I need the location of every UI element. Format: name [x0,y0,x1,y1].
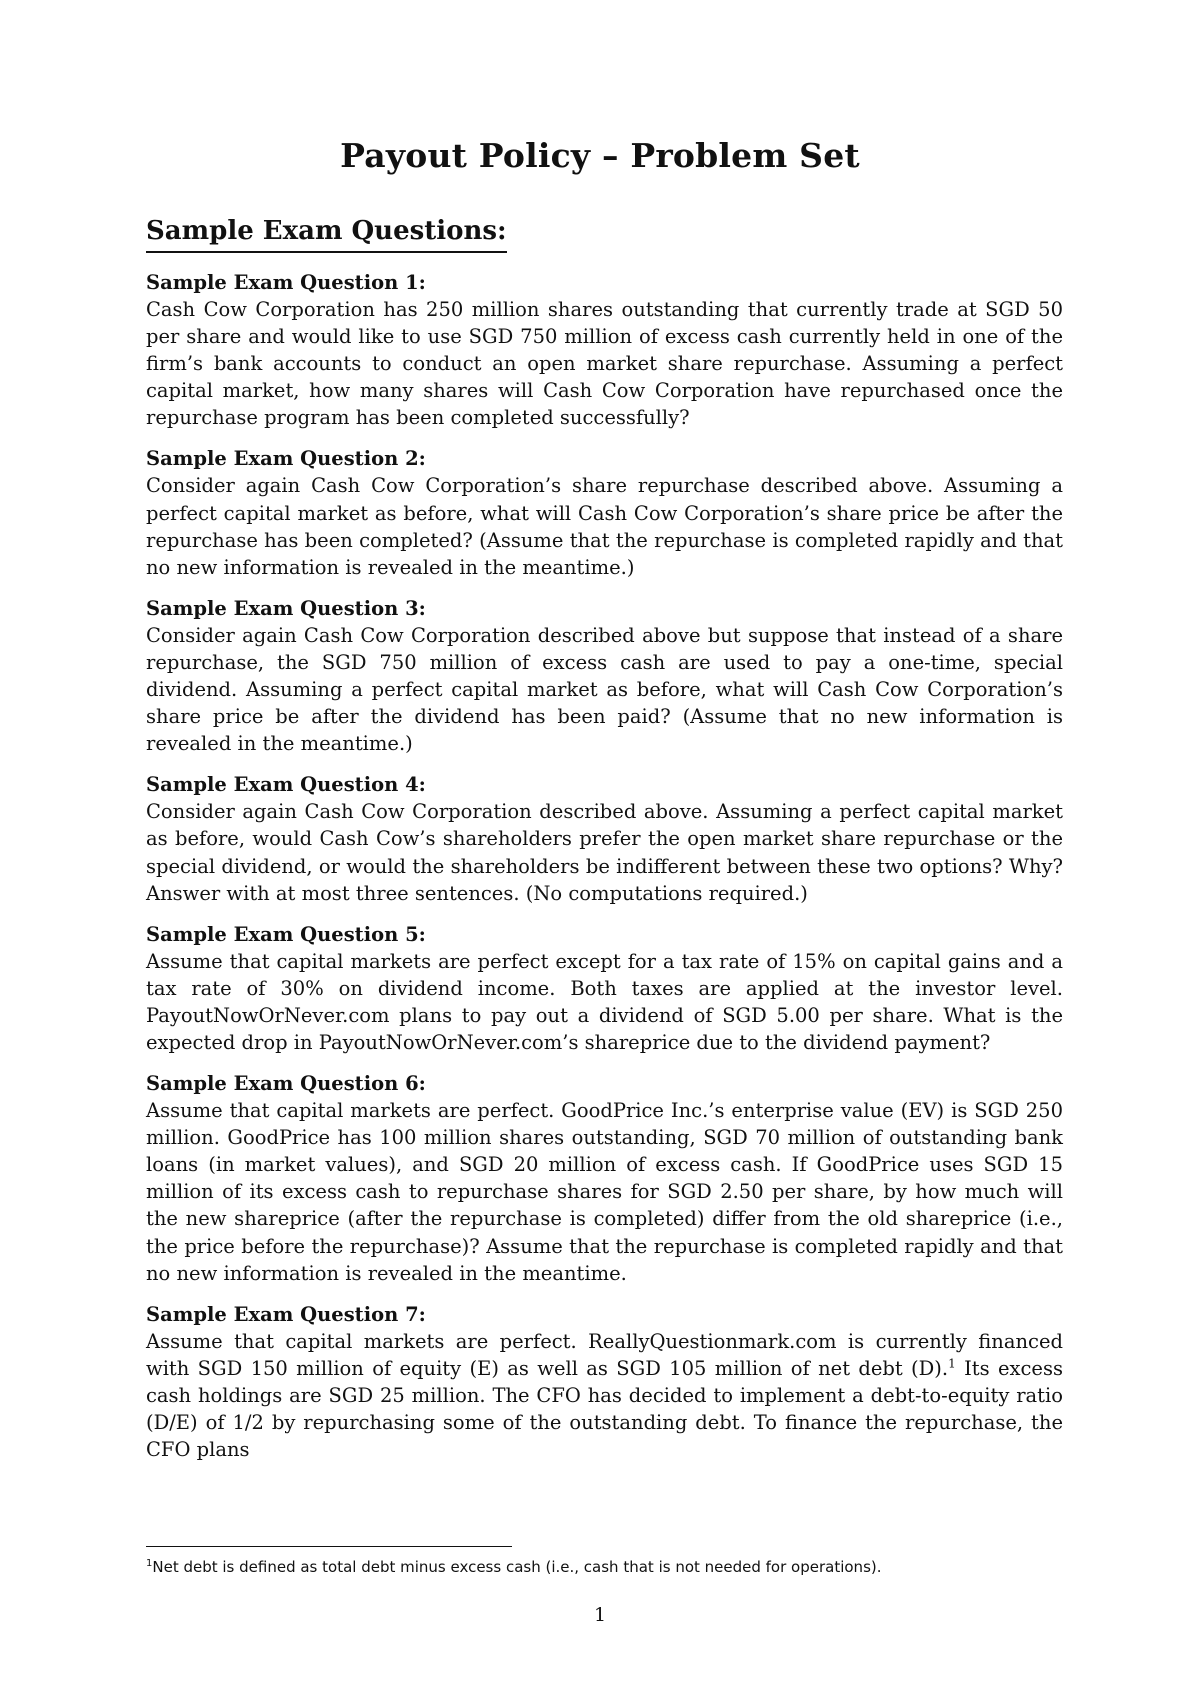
question-text [146,1328,1063,1463]
footnote [146,1554,1066,1577]
section-heading: Sample Exam Questions: [146,214,507,253]
question-text: Consider again Cash Cow Corporation described above but suppose that instead of a share repurchase, the SGD 750 million of excess cash are used to pay a one-time, special dividend. Assuming a perfect capital market as before, what will Cash Cow Corporation’s share price be after the dividend has been paid? (Assume that no new information is revealed in the meantime.) [146,623,1063,756]
question-heading: Sample Exam Question 3: [146,596,426,620]
question-block [146,1301,1063,1463]
page-number: 1 [593,1604,607,1626]
question-list [146,269,1063,1477]
question-text: Consider again Cash Cow Corporation described above. Assuming a perfect capital market as before, would Cash Cow’s shareholders prefer the open market share repurchase or the special dividend, or would the shareholders be indifferent between these two options? Why? Answer with at most three sentences. (No computations required.) [146,800,1063,905]
footnote-marker: 1 [948,1356,956,1371]
question-heading: Sample Exam Question 5: [146,922,426,946]
question-block [146,921,1063,1056]
footnote-number: 1 [146,1558,153,1569]
question-heading: Sample Exam Question 1: [146,271,426,294]
page-title: Payout Policy – Problem Set [340,136,860,175]
question-text: Cash Cow Corporation has 250 million shares outstanding that currently trade at SGD 50 per share and would like to use SGD 750 million of excess cash currently held in one of the firm’s bank accounts to conduct an open market share repurchase. Assuming a perfect capital market, how many shares will Cash Cow Corporation have repurchased once the repurchase program has been completed successfully? [146,298,1063,430]
question-block [146,445,1063,580]
question-text-part: Assume that capital markets are perfect. ReallyQuestionmark.com is currently financed with SGD 150 million of equity (E) as well as SGD 105 million of net debt (D). [146,1329,1063,1380]
question-block [146,771,1063,906]
footnote-text: Net debt is defined as total debt minus excess cash (i.e., cash that is not needed for operations). [152,1558,882,1576]
question-block [146,595,1063,757]
footnote-divider [146,1546,512,1547]
question-heading: Sample Exam Question 2: [146,447,426,471]
question-heading: Sample Exam Question 7: [146,1302,426,1326]
question-text: Assume that capital markets are perfect except for a tax rate of 15% on capital gains and a tax rate of 30% on dividend income. Both taxes are applied at the investor level. PayoutNowOrNever.com plans to pay out a dividend of SGD 5.00 per share. What is the expected drop in PayoutNowOrNever.com’s shareprice due to the dividend payment? [146,949,1063,1054]
question-text: Assume that capital markets are perfect. GoodPrice Inc.’s enterprise value (EV) is SGD 250 million. GoodPrice has 100 million shares outstanding, SGD 70 million of outstanding bank loans (in market values), and SGD 20 million of excess cash. If GoodPrice uses SGD 15 million of its excess cash to repurchase shares for SGD 2.50 per share, by how much will the new shareprice (after the repurchase is completed) differ from the old shareprice (i.e., the price before the repurchase)? Assume that the repurchase is completed rapidly and that no new information is revealed in the meantime. [146,1099,1063,1285]
question-block [146,269,1063,431]
question-text-part: Its excess cash holdings are SGD 25 million. The CFO has decided to implement a debt-to-equity ratio (D/E) of 1/2 by repurchasing some of the outstanding debt. To finance the repurchase, the CFO plans [146,1356,1063,1462]
question-heading: Sample Exam Question 4: [146,773,426,797]
question-heading: Sample Exam Question 6: [146,1072,426,1096]
question-block [146,1070,1063,1287]
question-text: Consider again Cash Cow Corporation’s share repurchase described above. Assuming a perfect capital market as before, what will Cash Cow Corporation’s share price be after the repurchase has been completed? (Assume that the repurchase is completed rapidly and that no new information is revealed in the meantime.) [146,474,1063,579]
